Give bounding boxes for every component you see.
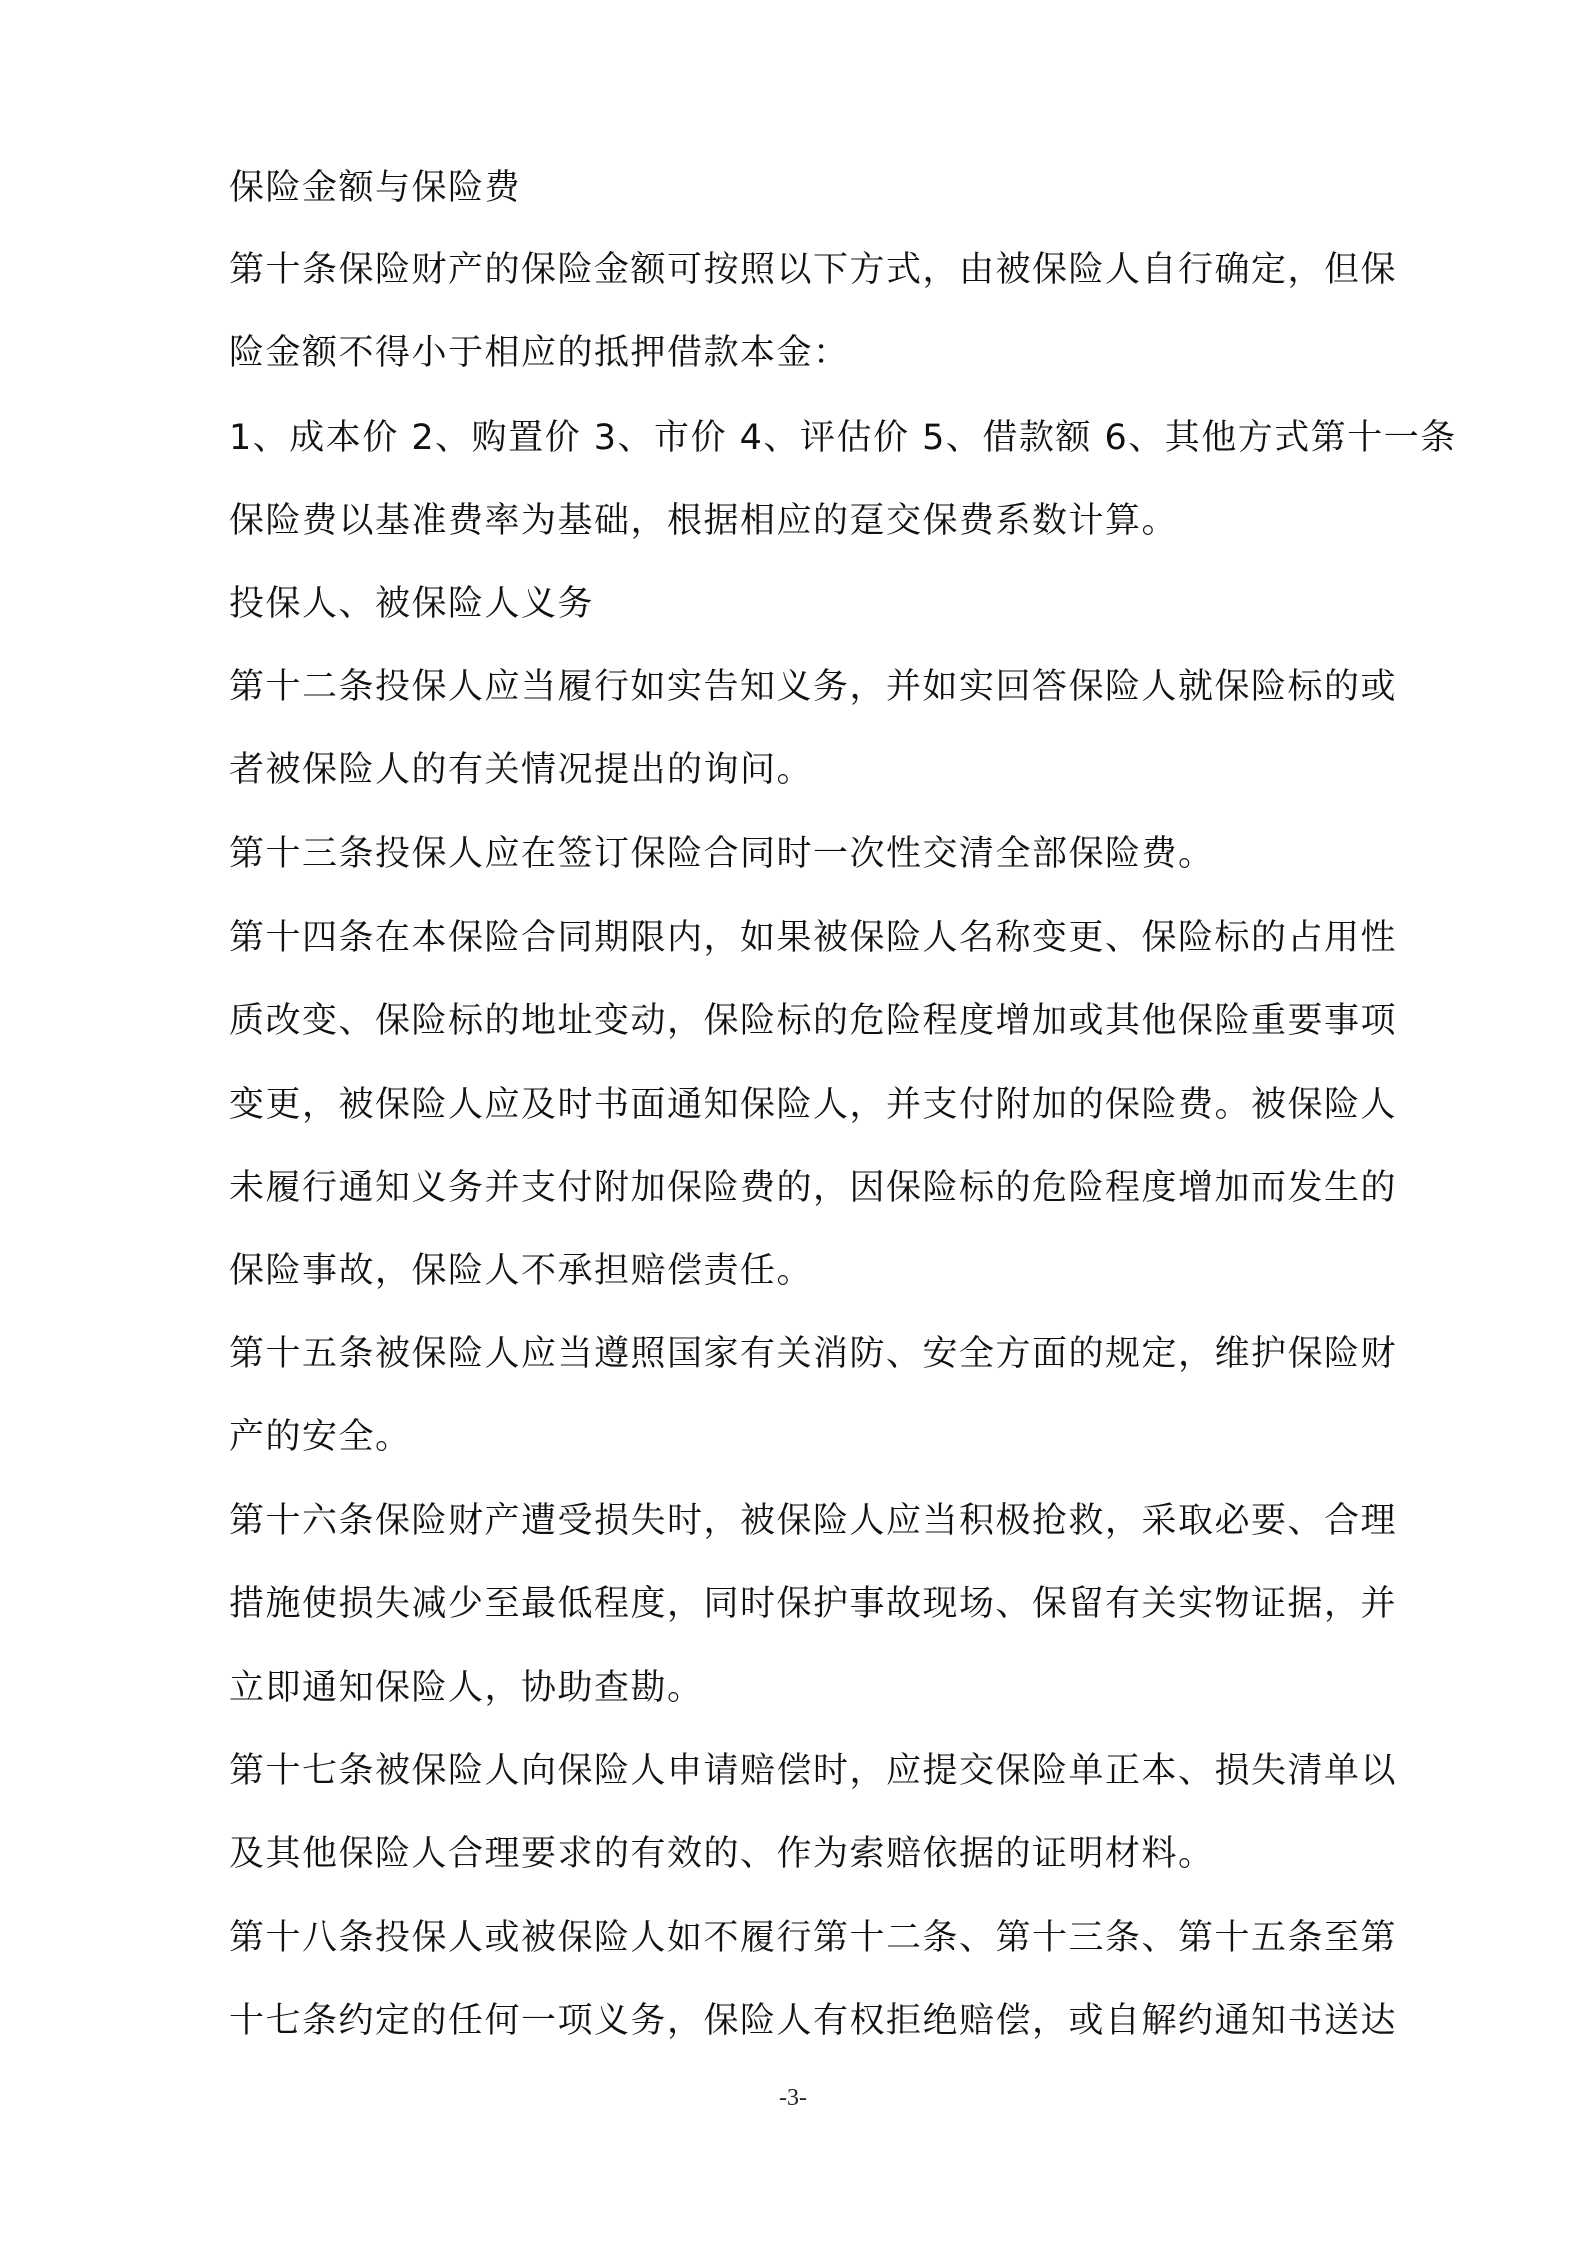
text-line: 第十二条投保人应当履行如实告知义务，并如实回答保险人就保险标的或	[229, 667, 1398, 707]
text-line: 质改变、保险标的地址变动，保险标的危险程度增加或其他保险重要事项	[229, 1001, 1398, 1041]
text-line: 保险事故，保险人不承担赔偿责任。	[229, 1251, 814, 1291]
text-line: 变更，被保险人应及时书面通知保险人，并支付附加的保险费。被保险人	[229, 1085, 1398, 1125]
section-heading-obligations: 投保人、被保险人义务	[229, 584, 595, 624]
text-line: 十七条约定的任何一项义务，保险人有权拒绝赔偿，或自解约通知书送达	[229, 2001, 1398, 2041]
page-number: -3-	[779, 2085, 807, 2111]
text-line: 第十五条被保险人应当遵照国家有关消防、安全方面的规定，维护保险财	[229, 1334, 1398, 1374]
text-line: 者被保险人的有关情况提出的询问。	[229, 750, 814, 790]
text-line: 第十八条投保人或被保险人如不履行第十二条、第十三条、第十五条至第	[229, 1918, 1398, 1958]
section-heading-insured-amount: 保险金额与保险费	[229, 168, 522, 208]
text-line: 产的安全。	[229, 1417, 412, 1457]
text-line: 保险费以基准费率为基础，根据相应的趸交保费系数计算。	[229, 501, 1179, 541]
text-line: 第十三条投保人应在签订保险合同时一次性交清全部保险费。	[229, 834, 1215, 874]
text-line: 1、成本价 2、购置价 3、市价 4、评估价 5、借款额 6、其他方式第十一条	[229, 418, 1457, 458]
text-line: 第十条保险财产的保险金额可按照以下方式，由被保险人自行确定，但保	[229, 250, 1398, 290]
text-line: 第十七条被保险人向保险人申请赔偿时，应提交保险单正本、损失清单以	[229, 1751, 1398, 1791]
text-line: 未履行通知义务并支付附加保险费的，因保险标的危险程度增加而发生的	[229, 1168, 1398, 1208]
text-line: 险金额不得小于相应的抵押借款本金：	[229, 333, 850, 373]
text-line: 第十四条在本保险合同期限内，如果被保险人名称变更、保险标的占用性	[229, 918, 1398, 958]
text-line: 及其他保险人合理要求的有效的、作为索赔依据的证明材料。	[229, 1834, 1215, 1874]
text-line: 措施使损失减少至最低程度，同时保护事故现场、保留有关实物证据，并	[229, 1584, 1398, 1624]
text-line: 第十六条保险财产遭受损失时，被保险人应当积极抢救，采取必要、合理	[229, 1501, 1398, 1541]
text-line: 立即通知保险人，协助查勘。	[229, 1668, 704, 1708]
